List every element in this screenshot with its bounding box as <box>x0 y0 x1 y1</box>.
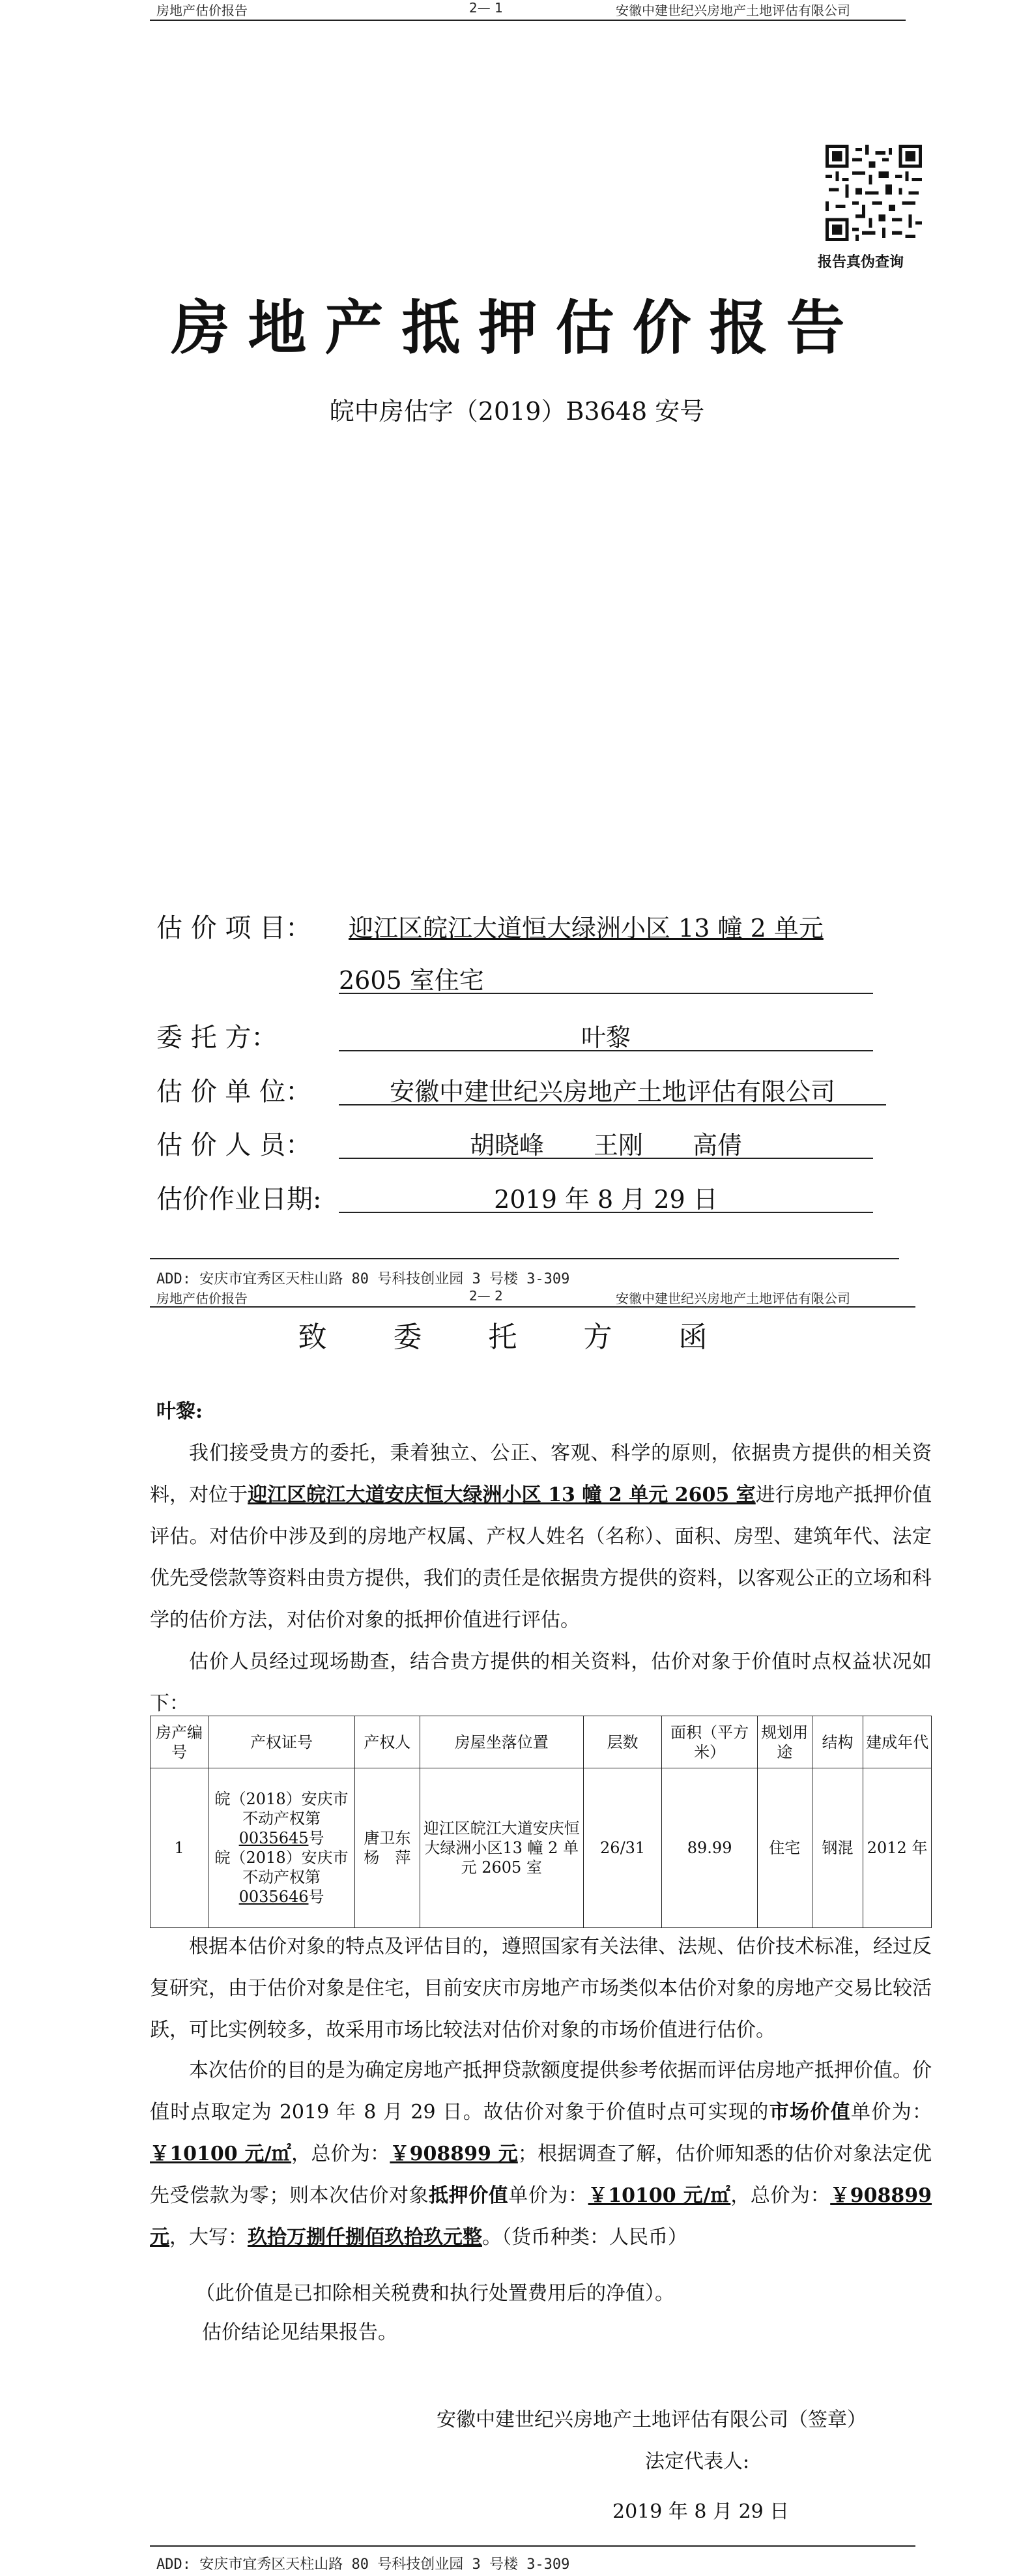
client-underline <box>339 1050 873 1051</box>
paragraph-5: （此价值是已扣除相关税费和执行处置费用后的净值）。 <box>195 2282 674 2305</box>
th-floors: 层数 <box>583 1716 661 1768</box>
p4-text-e: ，总价为： <box>291 2143 390 2165</box>
p4-text-a: 本次估价的目的是为确定房地产抵押贷款额度提供参考依据而评估房地产抵押价值。价值时点取定为 2019 年 8 月 29 日。故估价对象于价值时点可实现的 <box>150 2059 932 2124</box>
page2-header-right: 安徽中建世纪兴房地产土地评估有限公司 <box>616 1291 850 1306</box>
unit-label: 估 价 单 位： <box>156 1077 312 1107</box>
cert-2-suffix: 号 <box>308 1888 324 1906</box>
page2-address: ADD: 安庆市宜秀区天柱山路 80 号科技创业园 3 号楼 3-309 <box>156 2556 570 2573</box>
page1-address: ADD: 安庆市宜秀区天柱山路 80 号科技创业园 3 号楼 3-309 <box>156 1271 570 1287</box>
p4-text-m: ，大写： <box>169 2226 248 2249</box>
date-value: 2019 年 8 月 29 日 <box>494 1185 718 1214</box>
page2-header-page: 2— 2 <box>469 1288 503 1304</box>
page2-footer-rule <box>150 2545 915 2547</box>
p1-property-address: 迎江区皖江大道安庆恒大绿洲小区 13 幢 2 单元 2605 室 <box>248 1484 756 1506</box>
page1-header-page: 2— 1 <box>469 0 503 16</box>
page1-footer-rule <box>150 1258 899 1259</box>
th-no: 房产编号 <box>151 1716 208 1768</box>
qr-code-icon[interactable] <box>826 145 922 241</box>
client-value: 叶黎 <box>581 1023 631 1052</box>
project-label: 估 价 项 目： <box>156 913 312 943</box>
cert-2-number: 0035646 <box>238 1888 309 1906</box>
table-row <box>151 1768 932 1928</box>
cell-structure: 钢混 <box>812 1768 863 1928</box>
p4-market-total-price: ￥908899 元 <box>390 2143 518 2165</box>
cell-year: 2012 年 <box>863 1768 932 1928</box>
p4-text-i: 单价为： <box>508 2184 588 2207</box>
staff-underline <box>339 1158 873 1159</box>
paragraph-6: 估价结论见结果报告。 <box>202 2321 397 2344</box>
owner-1: 唐卫东 <box>364 1829 411 1847</box>
p4-text-c: 单价为： <box>851 2101 932 2124</box>
signature-representative: 法定代表人: <box>645 2450 750 2473</box>
property-table <box>150 1716 932 1928</box>
client-label: 委 托 方： <box>156 1023 278 1053</box>
cell-floors: 26/31 <box>583 1768 661 1928</box>
signature-date: 2019 年 8 月 29 日 <box>612 2500 790 2523</box>
qr-caption: 报告真伪查询 <box>818 254 904 271</box>
th-area: 面积（平方米） <box>662 1716 758 1768</box>
cert-1-number: 0035645 <box>238 1829 309 1847</box>
report-number: 皖中房估字（2019）B3648 安号 <box>329 397 705 426</box>
p4-text-k: ，总价为： <box>730 2184 831 2207</box>
cell-no: 1 <box>151 1768 208 1928</box>
signature-company: 安徽中建世纪兴房地产土地评估有限公司（签章） <box>437 2408 867 2431</box>
p4-amount-in-words: 玖拾万捌仟捌佰玖拾玖元整 <box>248 2226 482 2249</box>
paragraph-1 <box>150 1433 932 1641</box>
report-title: 房地产抵押估价报告 <box>171 294 863 362</box>
cert-2-text: 皖（2018）安庆市不动产权第 <box>214 1849 349 1886</box>
page2-header-left: 房地产估价报告 <box>156 1291 248 1306</box>
p1-text-c: 进行房地产抵押价值评估。对估价中涉及到的房地产权属、产权人姓名（名称）、面积、房型、建筑年代、法定优先受偿款等资料由贵方提供，我们的责任是依据贵方提供的资料，以客观公正的立场和科学的估价方法，对估价对象的抵押价值进行评估。 <box>150 1484 932 1632</box>
p4-text-o: 。（货币种类：人民币） <box>482 2226 687 2249</box>
paragraph-3: 根据本估价对象的特点及评估目的，遵照国家有关法律、法规、估价技术标准，经过反复研究，由于估价对象是住宅，目前安庆市房地产市场类似本估价对象的房地产交易比较活跃，可比实例较多，故采用市场比较法对估价对象的市场价值进行估价。 <box>150 1935 932 2042</box>
page1-header-rule <box>150 20 906 21</box>
table-header-row <box>151 1716 932 1768</box>
salutation: 叶黎: <box>156 1400 203 1423</box>
page2-header-rule <box>150 1306 915 1308</box>
p4-text-g: ；根据调查了解，估价师知悉的估价对象法定优先受偿款为零；则本次估价对象 <box>150 2143 932 2207</box>
cell-cert <box>208 1768 355 1928</box>
page1-header-left: 房地产估价报告 <box>156 3 248 18</box>
th-location: 房屋坐落位置 <box>420 1716 583 1768</box>
unit-underline <box>339 1104 886 1105</box>
project-underline <box>339 993 873 994</box>
th-use: 规划用途 <box>757 1716 812 1768</box>
unit-value: 安徽中建世纪兴房地产土地评估有限公司 <box>389 1077 835 1106</box>
p4-market-unit-price: ￥10100 元/㎡ <box>150 2143 292 2165</box>
cert-1-text: 皖（2018）安庆市不动产权第 <box>214 1790 349 1828</box>
letter-title: 致 委 托 方 函 <box>298 1321 736 1354</box>
th-cert: 产权证号 <box>208 1716 355 1768</box>
page1-header-right: 安徽中建世纪兴房地产土地评估有限公司 <box>616 3 850 18</box>
project-value-line2: 2605 室住宅 <box>339 966 484 995</box>
p4-market-value-label: 市场价值 <box>769 2101 852 2124</box>
staff-value: 胡晓峰 王刚 高倩 <box>469 1131 742 1160</box>
th-structure: 结构 <box>812 1716 863 1768</box>
th-owner: 产权人 <box>355 1716 420 1768</box>
date-underline <box>339 1212 873 1213</box>
staff-label: 估 价 人 员： <box>156 1130 312 1160</box>
p4-mortgage-unit-price: ￥10100 元/㎡ <box>588 2184 731 2207</box>
th-year: 建成年代 <box>863 1716 932 1768</box>
cert-1-suffix: 号 <box>308 1829 324 1847</box>
p4-mortgage-value-label: 抵押价值 <box>429 2184 509 2207</box>
cell-use: 住宅 <box>757 1768 812 1928</box>
project-value-line1: 迎江区皖江大道恒大绿洲小区 13 幢 2 单元 <box>349 914 824 943</box>
paragraph-2: 估价人员经过现场勘查，结合贵方提供的相关资料，估价对象于价值时点权益状况如下： <box>150 1650 932 1715</box>
cell-location: 迎江区皖江大道安庆恒大绿洲小区13 幢 2 单元 2605 室 <box>420 1768 583 1928</box>
p1-text-a: 我们接受贵方的委托，秉着独立、公正、客观、科学的原则，依据贵方提供的相关资料，对位于 <box>150 1442 932 1506</box>
cell-owner <box>355 1768 420 1928</box>
p4-mortgage-total-price: ￥908899 元 <box>150 2184 932 2249</box>
date-label: 估价作业日期: <box>156 1184 322 1214</box>
owner-2: 杨 萍 <box>364 1849 411 1867</box>
cell-area: 89.99 <box>662 1768 758 1928</box>
paragraph-4 <box>150 2050 932 2259</box>
